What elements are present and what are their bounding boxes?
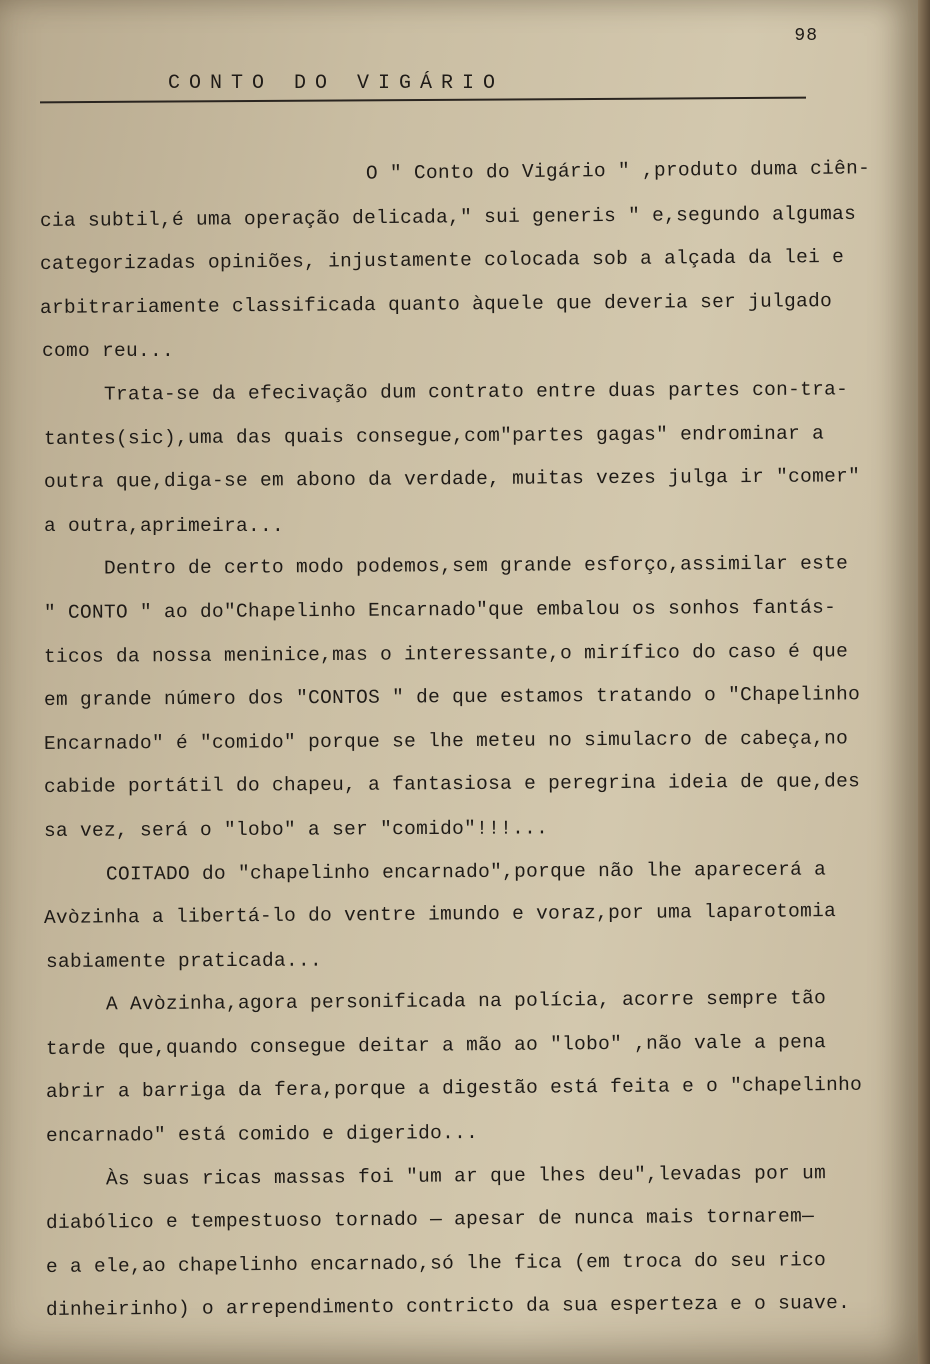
- text-line: tarde que,quando consegue deitar a mão ao "lobo" ,não vale a pena: [45, 1031, 827, 1060]
- text-line: sabiamente praticada...: [45, 949, 323, 973]
- text-line: encarnado" está comido e digerido...: [45, 1122, 479, 1148]
- page-edge: [918, 0, 930, 1364]
- text-line: arbitrariamente classificada quanto àquele que deveria ser julgado: [39, 289, 833, 319]
- text-line: como reu...: [42, 340, 175, 363]
- text-line: em grande número dos "CONTOS " de que estamos tratando o "Chapelinho: [43, 683, 861, 712]
- text-line: Avòzinha a libertá-lo do ventre imundo e voraz,por uma laparotomia: [43, 900, 837, 930]
- text-line: cia subtil,é uma operação delicada," sui generis " e,segundo algumas: [39, 202, 857, 232]
- text-line: O " Conto do Vigário " ,produto duma ciên-: [365, 157, 871, 185]
- text-line: dinheirinho) o arrependimento contricto da sua esperteza e o suave.: [45, 1292, 851, 1322]
- title-underline: [40, 97, 806, 104]
- text-line: Encarnado" é "comido" porque se lhe meteu no simulacro de cabeça,no: [43, 727, 849, 755]
- text-line: categorizadas opiniões, injustamente colocada sob a alçada da lei e: [39, 246, 845, 276]
- text-line: ticos da nossa meninice,mas o interessante,o mirífico do caso é que: [43, 639, 849, 668]
- text-line: outra que,diga-se em abono da verdade, muitas vezes julga ir "comer": [43, 465, 861, 494]
- text-line: " CONTO " ao do"Chapelinho Encarnado"que embalou os sonhos fantás-: [43, 596, 837, 624]
- text-line: COITADO do "chapelinho encarnado",porque não lhe aparecerá a: [105, 858, 827, 886]
- text-line: tantes(sic),uma das quais consegue,com"partes gagas" endrominar a: [43, 422, 825, 450]
- text-line: cabide portátil do chapeu, a fantasiosa e peregrina ideia de que,des: [43, 770, 861, 799]
- text-line: e a ele,ao chapelinho encarnado,só lhe fica (em troca do seu rico: [45, 1248, 827, 1278]
- text-line: diabólico e tempestuoso tornado — apesar de nunca mais tornarem—: [45, 1205, 815, 1235]
- page-number: 98: [794, 26, 818, 46]
- text-line: abrir a barriga da fera,porque a digestão está feita e o "chapelinho: [45, 1074, 863, 1104]
- text-line: A Avòzinha,agora personificada na polícia, acorre sempre tão: [105, 987, 827, 1016]
- text-line: Às suas ricas massas foi "um ar que lhes deu",levadas por um: [105, 1161, 827, 1191]
- text-line: Trata-se da efecivação dum contrato entre duas partes con-tra-: [103, 378, 849, 406]
- body-text: [40, 156, 912, 1333]
- text-line: Dentro de certo modo podemos,sem grande esforço,assimilar este: [103, 552, 849, 580]
- text-line: sa vez, será o "lobo" a ser "comido"!!!...: [43, 817, 549, 842]
- text-line: a outra,aprimeira...: [44, 514, 285, 537]
- chapter-title: CONTO DO VIGÁRIO: [168, 72, 505, 95]
